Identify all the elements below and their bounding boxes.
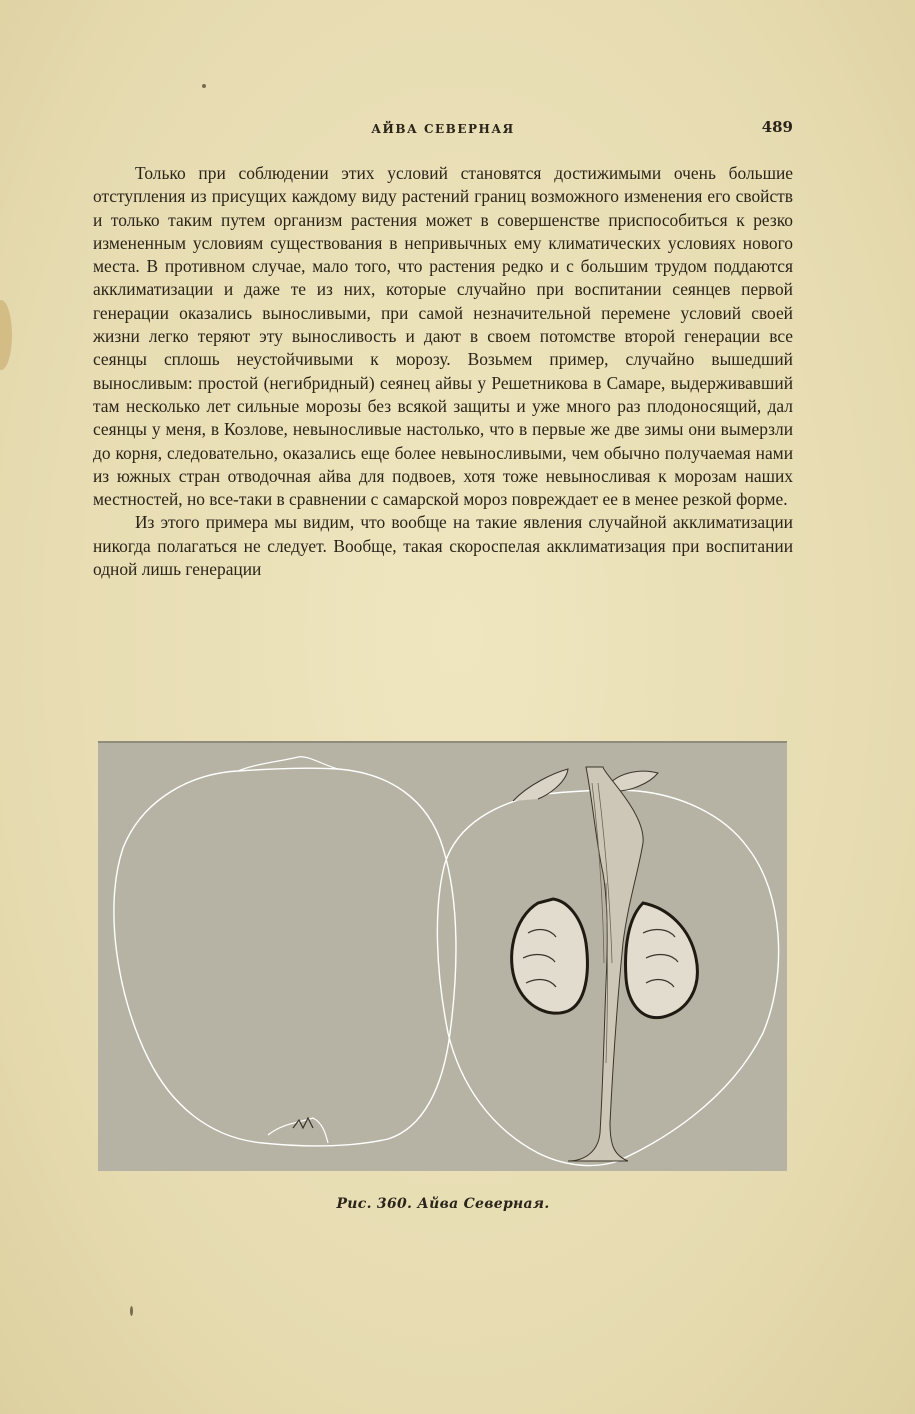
whole-fruit-outline — [114, 768, 456, 1146]
paragraph: Только при соблюдении этих условий становятся достижимыми очень большие отступления из присущих каждому виду растений границ возможного изменения его свойств и только таким путем организм растения может в совершенстве приспособиться к резко измененным условиям существования в непривычных ему климатических условиях нового места. В противном случае, мало того, что растения редко и с большим трудом поддаются акклиматизации и даже те из них, которые случайно при воспитании сеянцев первой генерации оказались выносливыми, при самой незначительной перемене условий своей жизни легко теряют эту выносливость и дают в своем потомстве второй генерации все сеянцы сплошь неустойчивыми к морозу. Возьмем пример, случайно вышедший выносливым: простой (негибридный) сеянец айвы у Решетникова в Самаре, выдерживавший там несколько лет сильные морозы без всякой защиты и уже много раз плодоносящий, дал сеянцы у меня, в Козлове, невыносливые настолько, что в первые же две зимы они вымерзли до корня, следовательно, оказались еще более невыносливыми, чем обычно получаемая нами из южных стран отводочная айва для подвоев, хотя тоже невыносливая к морозам наших местностей, но все-таки в сравнении с самарской мороз повреждает ее в менее резкой форме. — [93, 163, 793, 510]
body-text — [93, 162, 793, 581]
seed-chamber-right — [626, 903, 698, 1018]
running-head: АЙВА СЕВЕРНАЯ — [371, 122, 515, 136]
page-header — [93, 118, 793, 142]
paper-stain — [0, 300, 12, 370]
paper-speck — [130, 1306, 133, 1316]
paragraph: Из этого примера мы видим, что вообще на такие явления случайной акклиматизации никогда полагаться не следует. Вообще, такая скороспелая акклиматизация при воспитании одной лишь генерации — [93, 512, 793, 580]
paper-speck — [202, 84, 206, 88]
sepal-left — [513, 769, 568, 801]
figure-caption: Рис. 360. Айва Северная. — [336, 1196, 550, 1212]
quince-illustration — [98, 741, 787, 1171]
quince-drawing — [98, 743, 787, 1171]
seed-chamber-left — [512, 899, 588, 1013]
page-number: 489 — [761, 118, 793, 136]
